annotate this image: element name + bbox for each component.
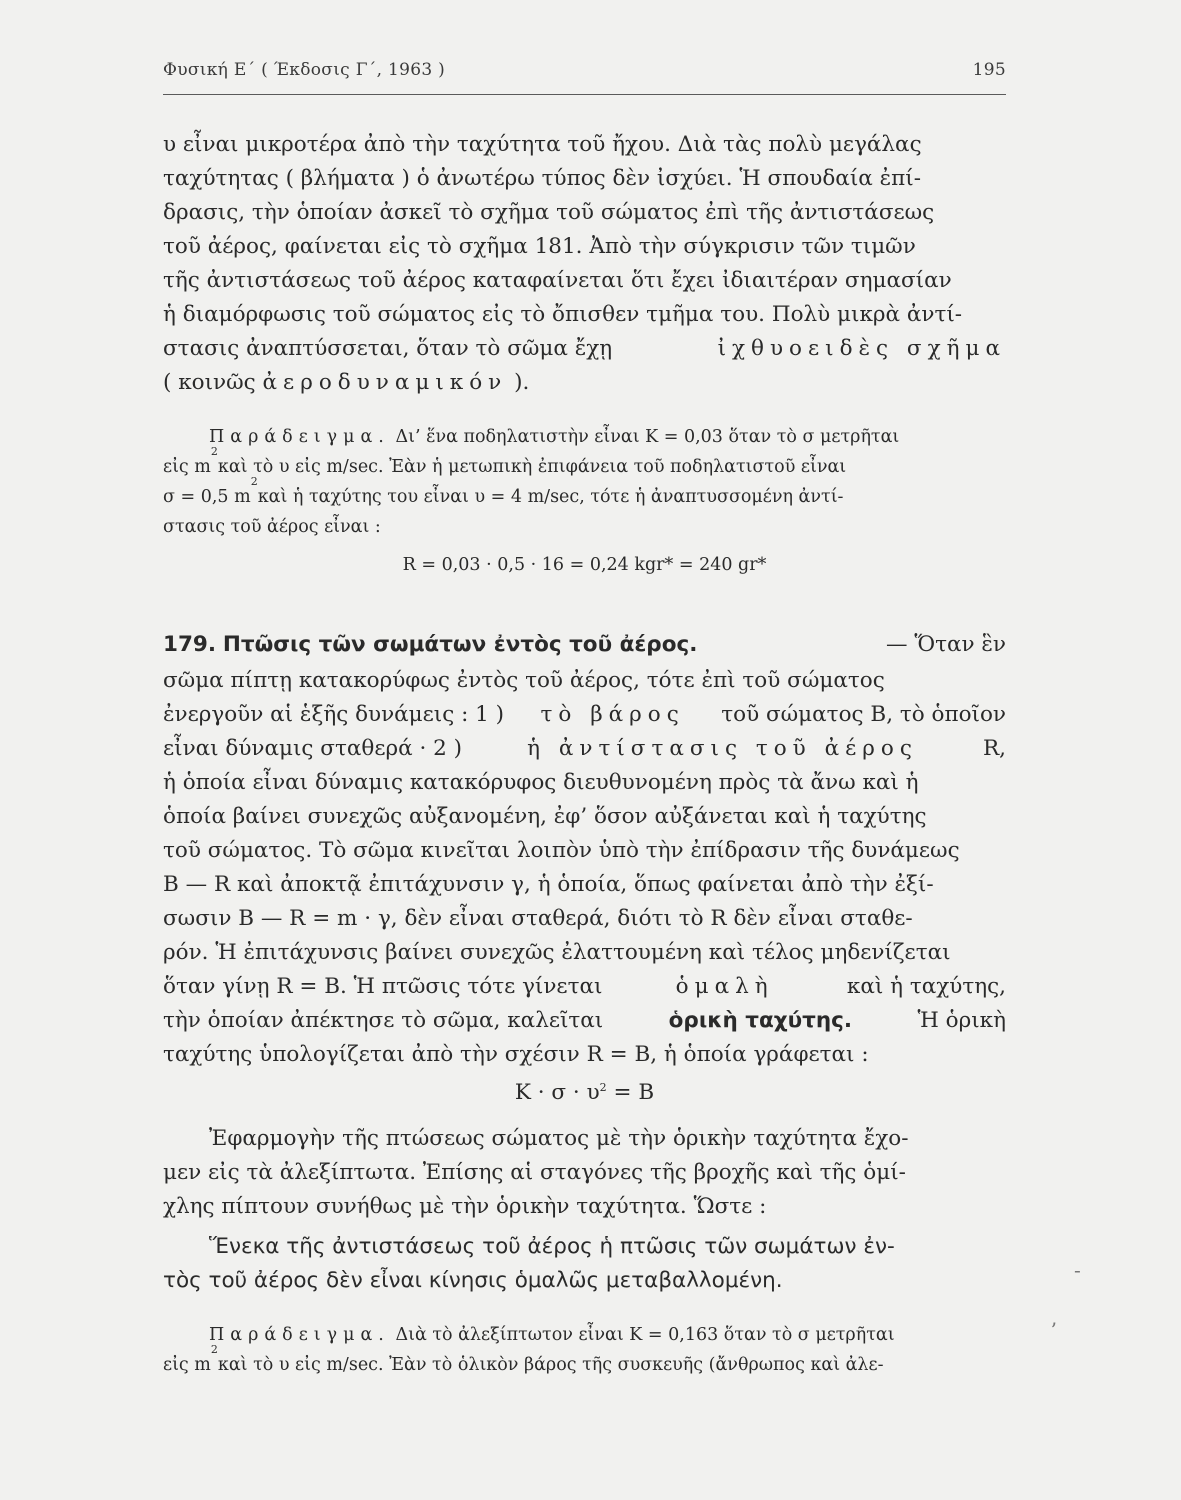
example-line: Παράδειγμα. Διὰ τὸ ἀλεξίπτωτον εἶναι K = 0,163 ὅταν τὸ σ μετρῆται bbox=[209, 1325, 895, 1345]
term-bold: ὁρικὴ ταχύτης. bbox=[668, 1008, 853, 1033]
example-line: Παράδειγμα. Δι’ ἕνα ποδηλατιστὴν εἶναι K = 0,03 ὅταν τὸ σ μετρῆται bbox=[209, 427, 900, 447]
rule-statement-line: Ἕνεκα τῆς ἀντιστάσεως τοῦ ἀέρος ἡ πτῶσις τῶν σωμάτων ἐν- bbox=[209, 1234, 895, 1259]
text-line: B — R καὶ ἀποκτᾷ ἐπιτάχυνσιν γ, ἡ ὁποία, ὅπως φαίνεται ἀπὸ τὴν ἐξί- bbox=[163, 872, 934, 897]
section-number: 179. bbox=[163, 632, 217, 657]
section-title: Πτῶσις τῶν σωμάτων ἐντὸς τοῦ ἀέρος. bbox=[222, 632, 698, 657]
emphasis-spaced: ἰχθυοειδὲς σχῆμα bbox=[717, 336, 1006, 361]
emphasis-spaced: ἀεροδυναμικόν bbox=[262, 370, 508, 395]
example-label: Παράδειγμα. bbox=[209, 1325, 390, 1345]
text-line: ἡ διαμόρφωσις τοῦ σώματος εἰς τὸ ὄπισθεν τμῆμα του. Πολὺ μικρὰ ἀντί- bbox=[163, 302, 963, 327]
text-line: ταχύτης ὑπολογίζεται ἀπὸ τὴν σχέσιν R = B, ἡ ὁποία γράφεται : bbox=[163, 1042, 869, 1067]
text-line: ταχύτητας ( βλήματα ) ὁ ἀνωτέρω τύπος δὲν ἰσχύει. Ἡ σπουδαία ἐπί- bbox=[163, 166, 921, 191]
text-line: ὅταν γίνῃ R = B. Ἡ πτῶσις τότε γίνεται ὁμαλὴ καὶ ἡ ταχύτης, bbox=[163, 972, 1006, 1002]
text-line: σῶμα πίπτῃ κατακορύφως ἐντὸς τοῦ ἀέρος, τότε ἐπὶ τοῦ σώματος bbox=[163, 668, 885, 693]
emphasis-spaced: ἡ ἀντίστασις τοῦ ἀέρος bbox=[527, 736, 918, 761]
rule-statement-line: τὸς τοῦ ἀέρος δὲν εἶναι κίνησις ὁμαλῶς μεταβαλλομένη. bbox=[163, 1268, 783, 1293]
text-line: δρασις, τὴν ὁποίαν ἀσκεῖ τὸ σχῆμα τοῦ σώματος ἐπὶ τῆς ἀντιστάσεως bbox=[163, 200, 935, 225]
text-line: τοῦ ἀέρος, φαίνεται εἰς τὸ σχῆμα 181. Ἀπὸ τὴν σύγκρισιν τῶν τιμῶν bbox=[163, 234, 916, 259]
running-title: Φυσική Ε΄ ( Έκδοσις Γ΄, 1963 ) bbox=[163, 60, 446, 80]
section-heading-line: 179. Πτῶσις τῶν σωμάτων ἐντὸς τοῦ ἀέρος. — Ὅταν ἓν bbox=[163, 632, 1006, 657]
text-line: ἡ ὁποία εἶναι δύναμις κατακόρυφος διευθυνομένη πρὸς τὰ ἄνω καὶ ἡ bbox=[163, 770, 919, 795]
text-line: εἶναι δύναμις σταθερά · 2 ) ἡ ἀντίστασις τοῦ ἀέρος R, bbox=[163, 734, 1006, 764]
formula: R = 0,03 · 0,5 · 16 = 0,24 kgr* = 240 gr* bbox=[402, 555, 767, 575]
text-line: ἐνεργοῦν αἱ ἑξῆς δυνάμεις : 1 ) τὸ βάρος τοῦ σώματος B, τὸ ὁποῖον bbox=[163, 700, 1006, 730]
text-line: τὴν ὁποίαν ἀπέκτησε τὸ σῶμα, καλεῖται ὁρικὴ ταχύτης. Ἡ ὁρικὴ bbox=[163, 1006, 1006, 1036]
margin-mark: - bbox=[1074, 1258, 1081, 1282]
text-line: τῆς ἀντιστάσεως τοῦ ἀέρος καταφαίνεται ὅτι ἔχει ἰδιαιτέραν σημασίαν bbox=[163, 268, 952, 293]
example-line: εἰς m 2 καὶ τὸ υ εἰς m/sec. Ἐὰν τὸ ὁλικὸν βάρος τῆς συσκευῆς (ἄνθρωπος καὶ ἀλε- bbox=[163, 1343, 884, 1375]
example-line: σ = 0,5 m 2 καὶ ἡ ταχύτης του εἶναι υ = 4 m/sec, τότε ἡ ἀναπτυσσομένη ἀντί- bbox=[163, 475, 844, 507]
page-number: 195 bbox=[972, 60, 1006, 80]
text-line: ὁποία βαίνει συνεχῶς αὐξανομένη, ἐφ’ ὅσον αὐξάνεται καὶ ἡ ταχύτης bbox=[163, 804, 927, 829]
example-line: στασις τοῦ ἀέρος εἶναι : bbox=[163, 517, 381, 537]
example-label: Παράδειγμα. bbox=[209, 427, 390, 447]
text-line: στασις ἀναπτύσσεται, ὅταν τὸ σῶμα ἔχῃ ἰχθυοειδὲς σχῆμα bbox=[163, 334, 1006, 364]
text-line: υ εἶναι μικροτέρα ἀπὸ τὴν ταχύτητα τοῦ ἤχου. Διὰ τὰς πολὺ μεγάλας bbox=[163, 132, 922, 157]
text-line: σωσιν B — R = m · γ, δὲν εἶναι σταθερά, διότι τὸ R δὲν εἶναι σταθε- bbox=[163, 906, 913, 931]
emphasis-spaced: ὁμαλὴ bbox=[675, 974, 774, 999]
text-line: μεν εἰς τὰ ἀλεξίπτωτα. Ἐπίσης αἱ σταγόνες τῆς βροχῆς καὶ τῆς ὁμί- bbox=[163, 1160, 906, 1185]
example-line: εἰς m 2 καὶ τὸ υ εἰς m/sec. Ἐὰν ἡ μετωπικὴ ἐπιφάνεια τοῦ ποδηλατιστοῦ εἶναι bbox=[163, 445, 847, 477]
text-line: τοῦ σώματος. Τὸ σῶμα κινεῖται λοιπὸν ὑπὸ τὴν ἐπίδρασιν τῆς δυνάμεως bbox=[163, 838, 960, 863]
text-line: Ἐφαρμογὴν τῆς πτώσεως σώματος μὲ τὴν ὁρικὴν ταχύτητα ἔχο- bbox=[209, 1126, 909, 1151]
formula: $K \cdot \sigma \cdot \upsilon^2 = B$ bbox=[514, 1080, 655, 1105]
margin-mark: ʼ bbox=[1050, 1318, 1057, 1342]
text-line: ( κοινῶς ἀεροδυναμικόν ). bbox=[163, 368, 1006, 398]
text-line: χλης πίπτουν συνήθως μὲ τὴν ὁρικὴν ταχύτητα. Ὥστε : bbox=[163, 1194, 767, 1219]
text-line: ρόν. Ἡ ἐπιτάχυνσις βαίνει συνεχῶς ἐλαττουμένη καὶ τέλος μηδενίζεται bbox=[163, 940, 951, 965]
header-rule bbox=[163, 94, 1006, 95]
emphasis-spaced: τὸ βάρος bbox=[540, 702, 685, 727]
